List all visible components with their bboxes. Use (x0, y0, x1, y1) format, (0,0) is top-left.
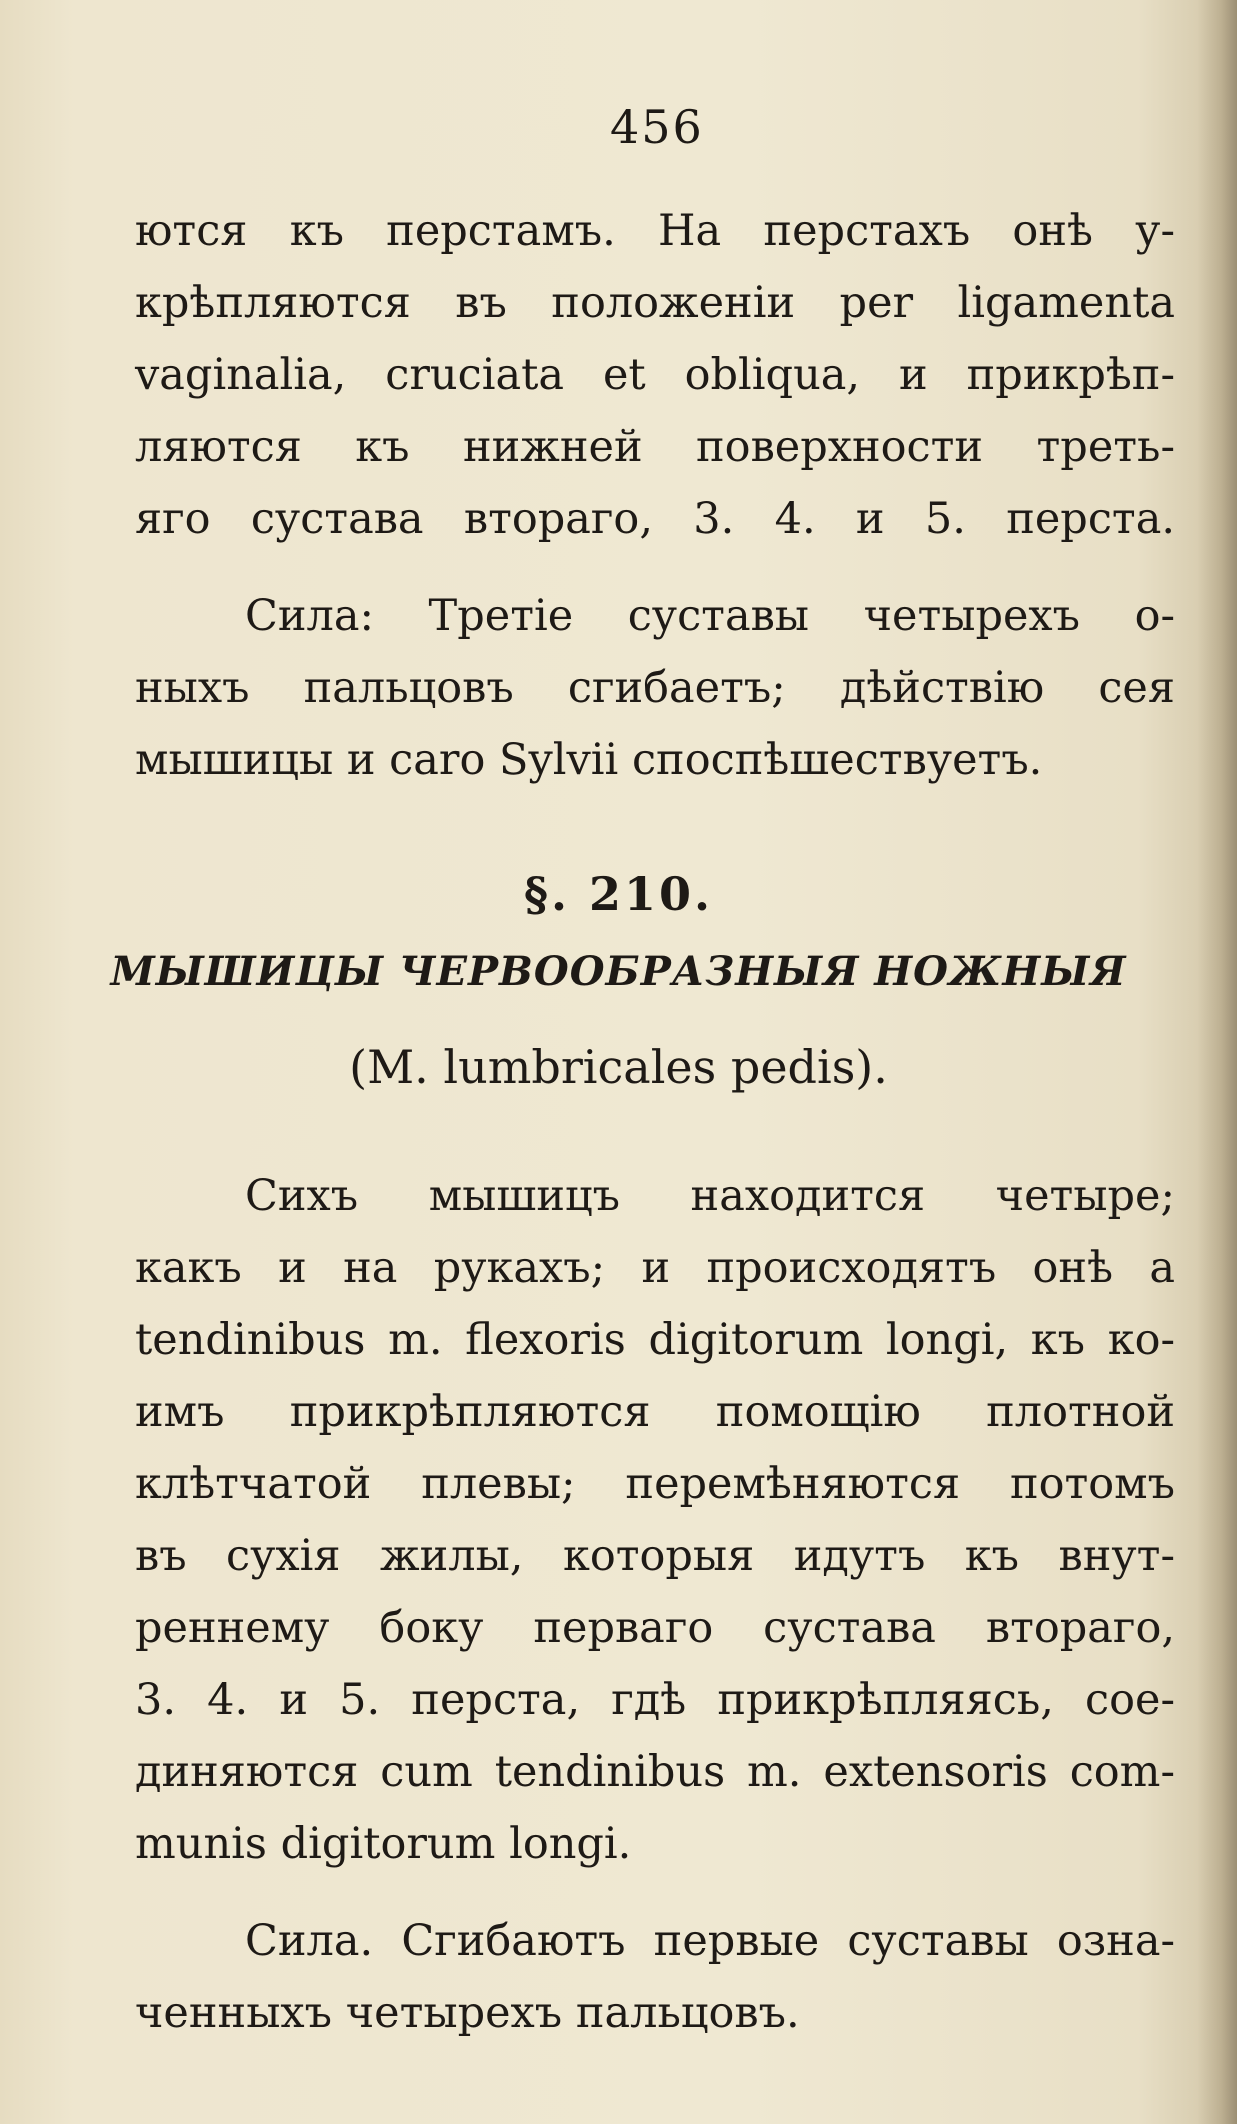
text-line: tendinibus m. flexoris digitorum longi, къ ко- (135, 1315, 1175, 1365)
text-line: munis digitorum longi. (135, 1819, 632, 1869)
paragraph-1 (135, 195, 1175, 555)
page-number: 456 (610, 100, 704, 154)
text-line: клѣтчатой плевы; перемѣняются потомъ (135, 1459, 1175, 1509)
text-line: яго сустава втораго, 3. 4. и 5. перста. (135, 494, 1175, 544)
text-line: 3. 4. и 5. перста, гдѣ прикрѣпляясь, сое- (135, 1675, 1175, 1725)
text-line: ныхъ пальцовъ сгибаетъ; дѣйствію сея (135, 663, 1175, 713)
text-line: Сила: Третіе суставы четырехъ о- (245, 591, 1175, 641)
text-line: какъ и на рукахъ; и происходятъ онѣ a (135, 1243, 1175, 1293)
section-number: §. 210. (523, 867, 714, 921)
text-line: диняются cum tendinibus m. extensoris com- (135, 1747, 1175, 1797)
text-line: Сихъ мышицъ находится четыре; (245, 1171, 1175, 1221)
text-line: въ сухія жилы, которыя идутъ къ внут- (135, 1531, 1175, 1581)
section-title: МЫШИЦЫ ЧЕРВООБРАЗНЫЯ НОЖНЫЯ (110, 948, 1127, 995)
text-line: имъ прикрѣпляются помощію плотной (135, 1387, 1175, 1437)
text-line: мышицы и caro Sylvii споспѣшествуетъ. (135, 735, 1043, 785)
text-line: ченныхъ четырехъ пальцовъ. (135, 1988, 800, 2038)
paragraph-2 (135, 580, 1175, 796)
paragraph-3 (135, 1160, 1175, 1880)
text-line: крѣпляются въ положеніи per ligamenta (135, 278, 1175, 328)
paragraph-4 (135, 1905, 1175, 2049)
text-line: реннему боку перваго сустава втораго, (135, 1603, 1175, 1653)
section-latin-title: (M. lumbricales pedis). (349, 1040, 888, 1094)
text-line: ляются къ нижней поверхности треть- (135, 422, 1175, 472)
text-line: vaginalia, cruciata et obliqua, и прикрѣп- (135, 350, 1175, 400)
text-line: Сила. Сгибаютъ первые суставы озна- (245, 1916, 1175, 1966)
text-line: ются къ перстамъ. На перстахъ онѣ у- (135, 206, 1175, 256)
